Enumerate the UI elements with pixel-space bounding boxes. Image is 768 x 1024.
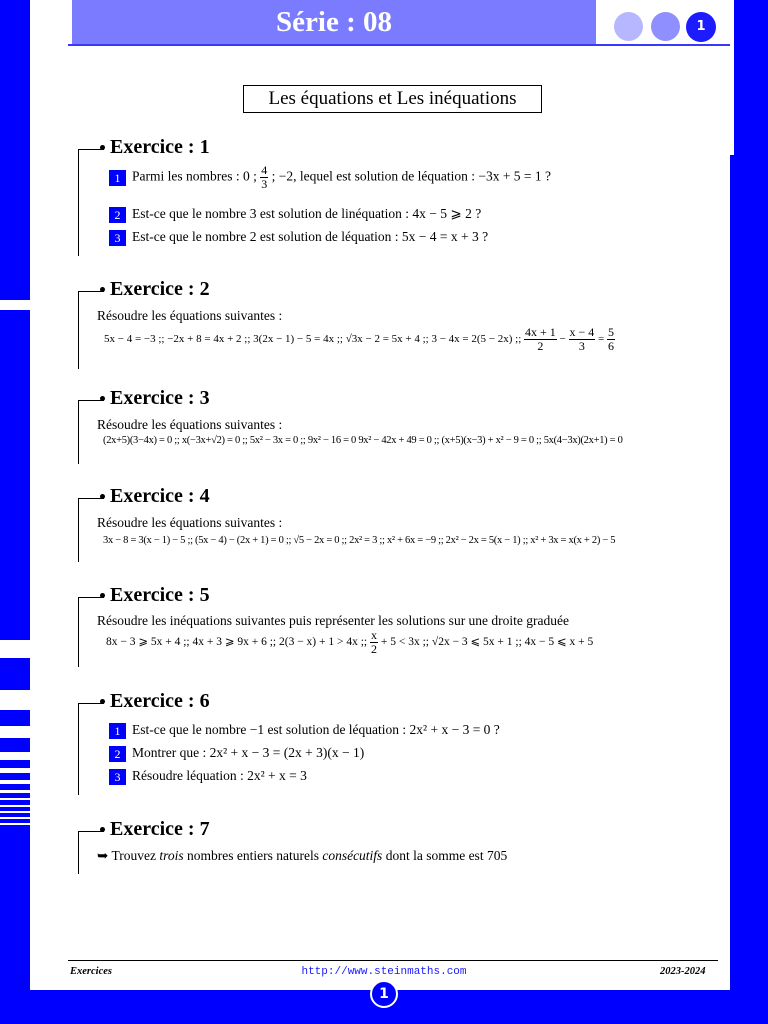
header-banner xyxy=(72,0,596,46)
text-emphasis: trois xyxy=(159,848,184,863)
exercise-7-text xyxy=(97,848,507,864)
exercise-bracket xyxy=(78,400,79,464)
exercise-6-item-3 xyxy=(109,768,307,785)
exercise-1-item-1 xyxy=(109,164,551,191)
fraction-denominator: 3 xyxy=(261,177,268,191)
fraction xyxy=(524,326,557,353)
exercise-heading: Exercice : 6 xyxy=(110,690,210,712)
bullet-dot xyxy=(100,827,105,832)
exercise-1-item-2 xyxy=(109,206,481,223)
item-number: 3 xyxy=(109,230,126,246)
footer-url-link[interactable]: http://www.steinmaths.com xyxy=(301,966,467,978)
equation-list xyxy=(106,629,593,656)
left-stripe xyxy=(0,811,30,813)
header-rule xyxy=(68,44,730,46)
fraction xyxy=(260,164,268,191)
left-stripe xyxy=(0,752,30,760)
item-text: Est-ce que le nombre 2 est solution de léquation : 5x − 4 = x + 3 ? xyxy=(132,229,489,244)
bullet-dot xyxy=(100,593,105,598)
left-stripe xyxy=(0,690,30,710)
bullet-dot xyxy=(100,396,105,401)
item-number: 1 xyxy=(109,170,126,186)
left-stripe xyxy=(0,726,30,738)
exercise-bracket xyxy=(78,597,79,667)
item-number: 2 xyxy=(109,207,126,223)
exercise-bracket xyxy=(78,831,79,874)
exercise-1-item-3 xyxy=(109,229,488,246)
series-title: Série : 08 xyxy=(276,6,392,38)
exercise-intro: Résoudre les inéquations suivantes puis représenter les solutions sur une droite graduée xyxy=(97,613,570,628)
fraction-denominator: 3 xyxy=(578,339,585,353)
item-number: 2 xyxy=(109,746,126,762)
left-stripe xyxy=(0,790,30,793)
item-text: Résoudre léquation : 2x² + x = 3 xyxy=(132,768,307,783)
left-stripe xyxy=(0,640,30,658)
bullet-dot xyxy=(100,145,105,150)
exercise-heading: Exercice : 5 xyxy=(110,584,210,606)
exercise-intro: Résoudre les équations suivantes : xyxy=(97,308,283,323)
left-stripe xyxy=(0,768,30,773)
fraction-numerator: x − 4 xyxy=(569,325,595,339)
header-circle-decoration xyxy=(651,12,680,41)
text-emphasis: consécutifs xyxy=(322,848,383,863)
header-circle-decoration xyxy=(614,12,643,41)
operator: = xyxy=(598,333,605,346)
fraction-numerator: 4 xyxy=(261,163,268,177)
footer-rule xyxy=(68,960,718,961)
fraction xyxy=(607,326,615,353)
fraction-denominator: 6 xyxy=(608,339,615,353)
exercise-heading: Exercice : 7 xyxy=(110,818,210,840)
operator: − xyxy=(559,333,566,346)
exercise-bracket xyxy=(78,149,79,256)
fraction-numerator: 5 xyxy=(608,325,615,339)
text-segment: Trouvez xyxy=(111,848,160,863)
item-text: Montrer que : 2x² + x − 3 = (2x + 3)(x − 1) xyxy=(132,745,365,760)
exercise-bracket xyxy=(78,291,79,369)
item-text: Est-ce que le nombre −1 est solution de léquation : 2x² + x − 3 = 0 ? xyxy=(132,722,500,737)
item-text: Est-ce que le nombre 3 est solution de linéquation : 4x − 5 ⩾ 2 ? xyxy=(132,206,482,221)
exercise-intro: Résoudre les équations suivantes : xyxy=(97,515,283,530)
exercise-bracket xyxy=(78,498,79,562)
fraction-denominator: 2 xyxy=(537,339,544,353)
fraction xyxy=(370,629,378,656)
equations-text: 5x − 4 = −3 ;; −2x + 8 = 4x + 2 ;; 3(2x − 1) − 5 = 4x ;; √3x − 2 = 5x + 4 ;; 3 − 4x = 2(5 − 2x) ;; xyxy=(104,333,522,346)
arrow-icon: ➥ xyxy=(97,848,109,863)
bullet-dot xyxy=(100,287,105,292)
text-segment: nombres entiers naturels xyxy=(183,848,323,863)
left-stripe xyxy=(0,805,30,807)
item-text: Parmi les nombres : 0 ; xyxy=(132,168,257,184)
page-number: 1 xyxy=(370,980,398,1008)
left-stripe xyxy=(0,780,30,784)
bullet-dot xyxy=(100,699,105,704)
fraction-numerator: x xyxy=(371,628,378,642)
equations-text: 8x − 3 ⩾ 5x + 4 ;; 4x + 3 ⩾ 9x + 6 ;; 2(3 − x) + 1 > 4x ;; xyxy=(106,636,368,649)
equation-list: 3x − 8 = 3(x − 1) − 5 ;; (5x − 4) − (2x + 1) = 0 ;; √5 − 2x = 0 ;; 2x² = 3 ;; x² + 6x = −9 ;; 2x² − 2x = 5(x − 1) ;; x² + 3x = x(x + 2) − 5 xyxy=(103,535,616,546)
bullet-dot xyxy=(100,494,105,499)
text-segment: dont la somme est 705 xyxy=(382,848,508,863)
exercise-heading: Exercice : 4 xyxy=(110,485,210,507)
exercise-heading: Exercice : 3 xyxy=(110,387,210,409)
fraction-numerator: 4x + 1 xyxy=(525,325,556,339)
exercise-bracket xyxy=(78,703,79,795)
equation-list: (2x+5)(3−4x) = 0 ;; x(−3x+√2) = 0 ;; 5x² − 3x = 0 ;; 9x² − 16 = 0 9x² − 42x + 49 = 0 ;; (x+5)(x−3) + x² − 9 = 0 ;; 5x(4−3x)(2x+1) = 0 xyxy=(103,435,623,446)
fraction-denominator: 2 xyxy=(371,642,378,656)
equations-text: + 5 < 3x ;; √2x − 3 ⩽ 5x + 1 ;; 4x − 5 ⩽ x + 5 xyxy=(380,636,594,649)
document-title: Les équations et Les inéquations xyxy=(243,85,542,113)
exercise-6-item-1 xyxy=(109,722,500,739)
footer-left: Exercices xyxy=(70,966,112,977)
item-text: ; −2, lequel est solution de léquation : −3x + 5 = 1 ? xyxy=(271,168,552,184)
item-number: 3 xyxy=(109,769,126,785)
exercise-heading: Exercice : 1 xyxy=(110,136,210,158)
header-page-badge: 1 xyxy=(686,12,716,42)
left-stripe xyxy=(0,300,30,310)
exercise-6-item-2 xyxy=(109,745,364,762)
equation-list xyxy=(104,326,615,353)
item-number: 1 xyxy=(109,723,126,739)
left-stripe xyxy=(0,798,30,800)
left-stripe xyxy=(0,823,30,825)
fraction xyxy=(569,326,596,353)
left-stripe xyxy=(0,817,30,819)
footer-year: 2023-2024 xyxy=(660,966,706,977)
exercise-intro: Résoudre les équations suivantes : xyxy=(97,417,283,432)
exercise-heading: Exercice : 2 xyxy=(110,278,210,300)
